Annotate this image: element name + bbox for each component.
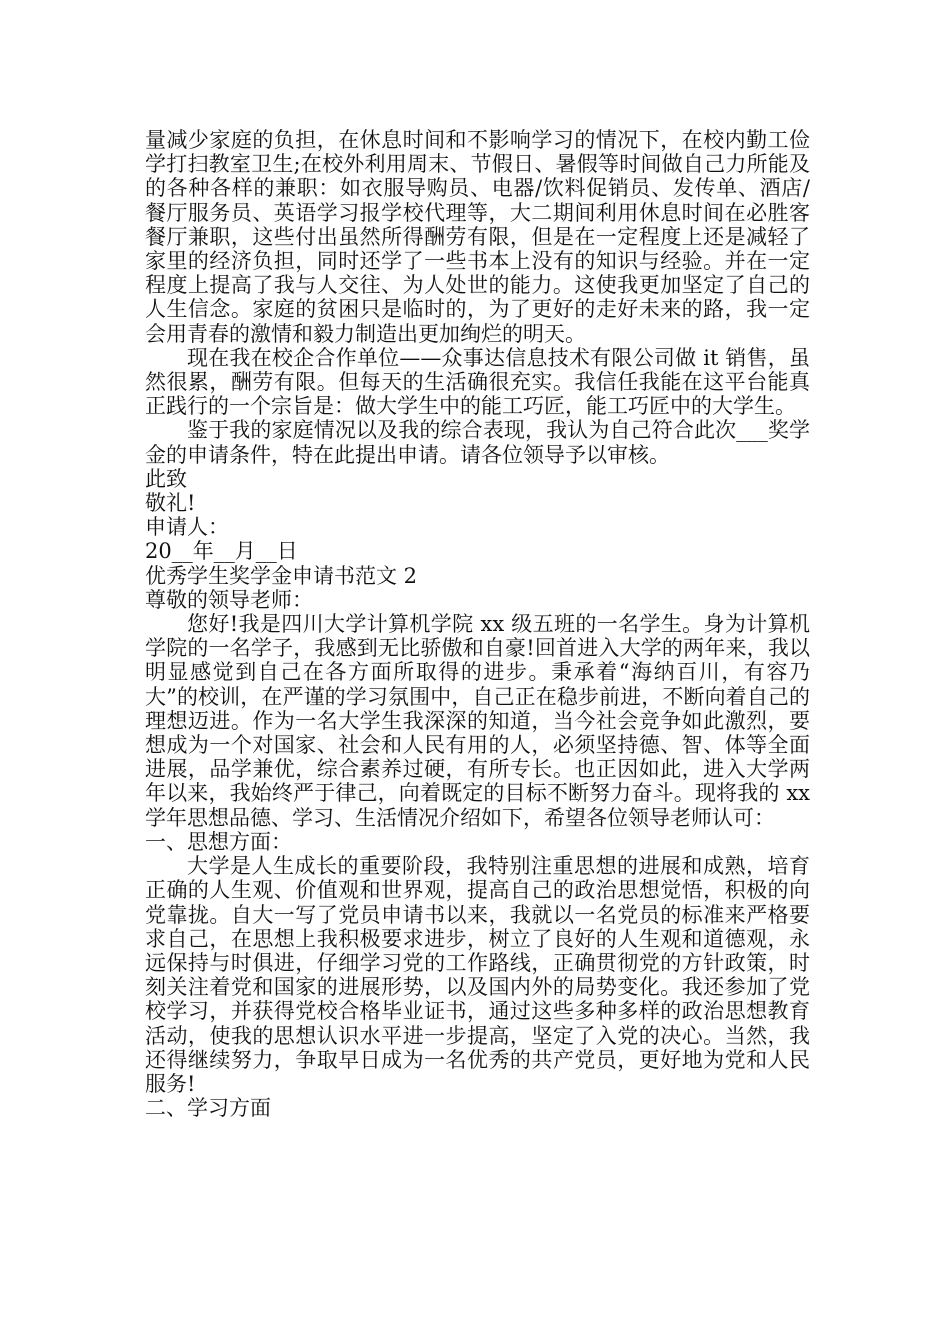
section-heading-thought: 一、思想方面： bbox=[145, 829, 292, 854]
paragraph-application-request: 鉴于我的家庭情况以及我的综合表现，我认为自己符合此次___奖学金的申请条件，特在此提出申请。请各位领导予以审核。 bbox=[145, 418, 810, 467]
greeting-line: 尊敬的领导老师： bbox=[145, 587, 313, 612]
paragraph-current-job: 现在我在校企合作单位——众事达信息技术有限公司做 it 销售，虽然很累，酬劳有限。但每天的生活确很充实。我信任我能在这平台能真正践行的一个宗旨是：做大学生中的能工巧匠，能工巧匠中的大学生。 bbox=[145, 345, 810, 419]
date-line: 20__年__月__日 bbox=[145, 539, 298, 564]
applicant-label: 申请人： bbox=[145, 515, 229, 540]
closing-regards: 敬礼! bbox=[145, 491, 196, 516]
paragraph-work-study: 量减少家庭的负担，在休息时间和不影响学习的情况下，在校内勤工俭学打扫教室卫生;在校外利用周末、节假日、暑假等时间做自己力所能及的各种各样的兼职：如衣服导购员、电器/饮料促销员、发传单、酒店/餐厅服务员、英语学习报学校代理等，大二期间利用休息时间在必胜客餐厅兼职，这些付出虽然所得酬劳有限，但是在一定程度上还是减轻了家里的经济负担，同时还学了一些书本上没有的知识与经验。并在一定程度上提高了我与人交往、为人处世的能力。这使我更加坚定了自己的人生信念。家庭的贫困只是临时的，为了更好的走好未来的路，我一定会用青春的激情和毅力制造出更加绚烂的明天。 bbox=[145, 128, 810, 346]
paragraph-introduction: 您好!我是四川大学计算机学院 xx 级五班的一名学生。身为计算机学院的一名学子，我感到无比骄傲和自豪!回首进入大学的两年来，我以明显感觉到自己在各方面所取得的进步。秉承着“海纳百川，有容乃大”的校训，在严谨的学习氛围中，自己正在稳步前进，不断向着自己的理想迈进。作为一名大学生我深深的知道，当今社会竞争如此激烈，要想成为一个对国家、社会和人民有用的人，必须坚持德、智、体等全面进展，品学兼优，综合素养过硬，有所专长。也正因如此，进入大学两年以来，我始终严于律己，向着既定的目标不断努力奋斗。现将我的 xx 学年思想品德、学习、生活情况介绍如下，希望各位领导老师认可： bbox=[145, 612, 810, 830]
document-body bbox=[145, 128, 810, 1120]
closing-salutation: 此致 bbox=[145, 466, 187, 491]
paragraph-thought: 大学是人生成长的重要阶段，我特别注重思想的进展和成熟，培育正确的人生观、价值观和世界观，提高自己的政治思想觉悟，积极的向党靠拢。自大一写了党员申请书以来，我就以一名党员的标准来严格要求自己，在思想上我积极要求进步，树立了良好的人生观和道德观，永远保持与时俱进，仔细学习党的工作路线，正确贯彻党的方针政策，时刻关注着党和国家的进展形势，以及国内外的局势变化。我还参加了党校学习，并获得党校合格毕业证书，通过这些多种多样的政治思想教育活动，使我的思想认识水平进一步提高，坚定了入党的决心。当然，我还得继续努力，争取早日成为一名优秀的共产党员，更好地为党和人民服务! bbox=[145, 854, 810, 1096]
section-heading-study: 二、学习方面 bbox=[145, 1096, 271, 1121]
sample-heading: 优秀学生奖学金申请书范文 2 bbox=[145, 563, 418, 588]
